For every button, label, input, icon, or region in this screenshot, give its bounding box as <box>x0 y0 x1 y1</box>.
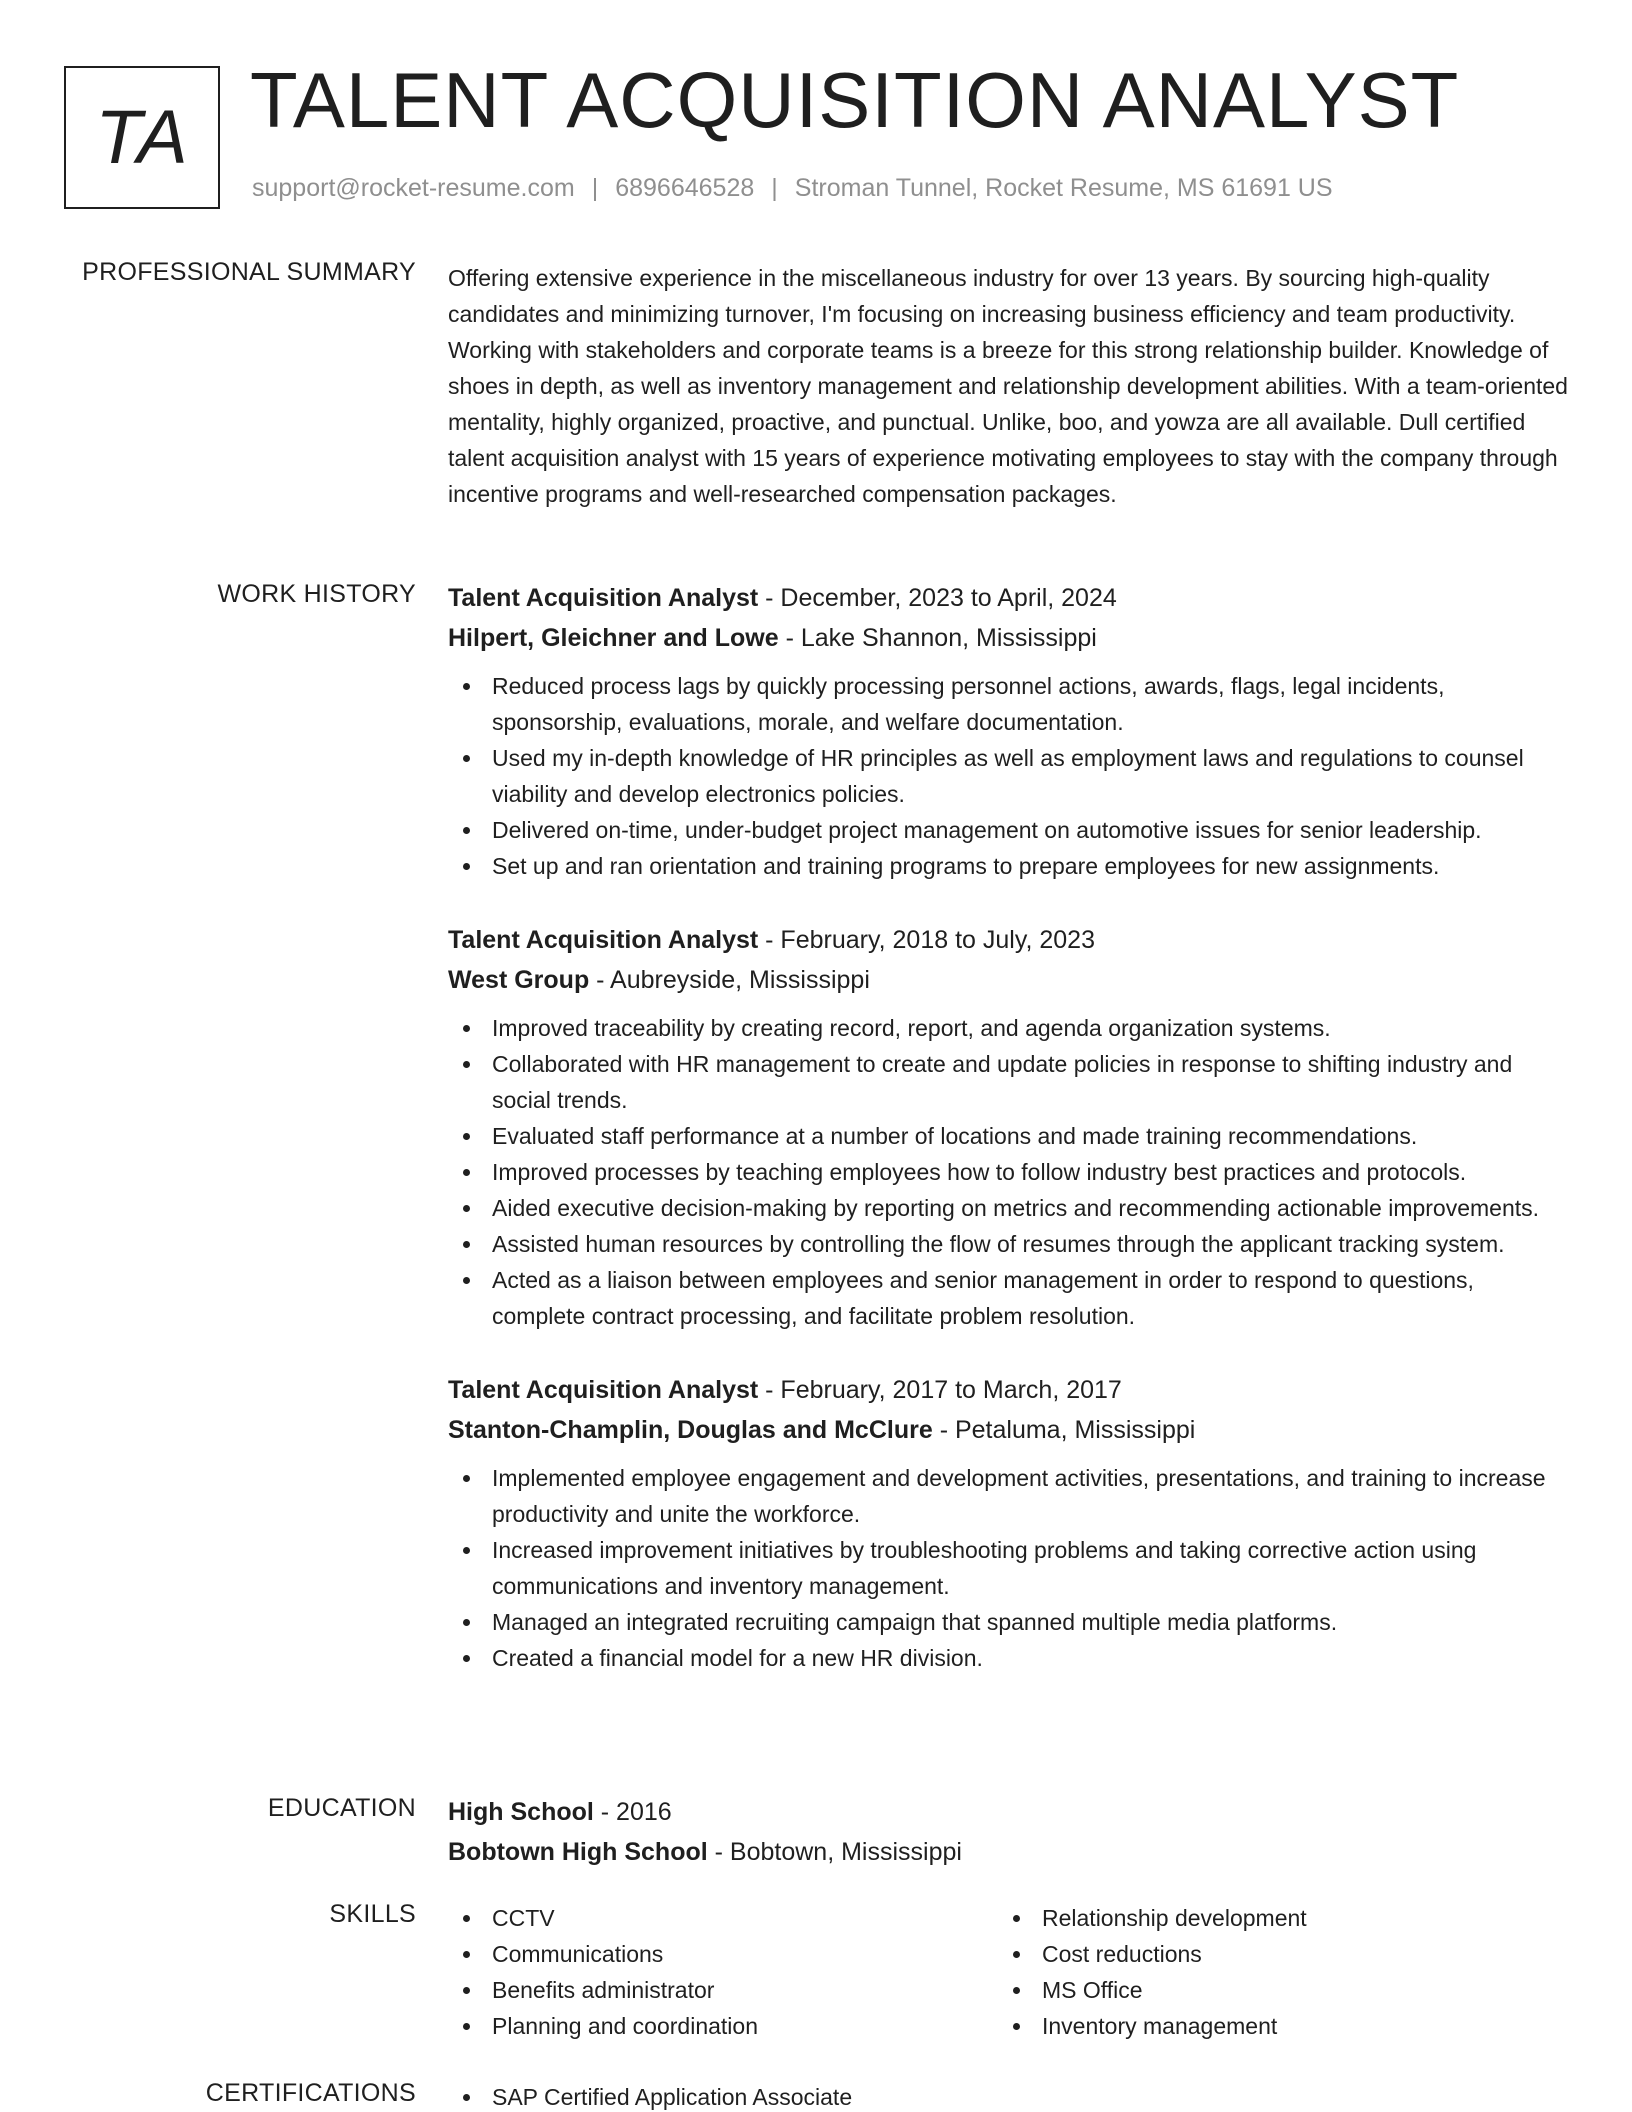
skills-body <box>448 1900 1568 2044</box>
list-item: Managed an integrated recruiting campaign that spanned multiple media platforms. <box>448 1604 1568 1640</box>
school-line <box>448 1832 1568 1872</box>
section-label-summary: PROFESSIONAL SUMMARY <box>82 258 416 286</box>
school-name: Bobtown High School <box>448 1838 708 1866</box>
contact-separator: | <box>771 174 778 202</box>
job-title-line <box>448 920 1568 960</box>
work-history-body <box>448 578 1568 1712</box>
skill-item: Cost reductions <box>998 1936 1548 1972</box>
skill-item: Benefits administrator <box>448 1972 998 2008</box>
list-item: Improved traceability by creating record, report, and agenda organization systems. <box>448 1010 1568 1046</box>
list-item: Collaborated with HR management to create and update policies in response to shifting industry and social trends. <box>448 1046 1568 1118</box>
list-item: Delivered on-time, under-budget project management on automotive issues for senior leadership. <box>448 812 1568 848</box>
job-company-line <box>448 618 1568 658</box>
certifications-list <box>448 2079 1568 2112</box>
job-bullets <box>448 1010 1568 1334</box>
job-location: - Lake Shannon, Mississippi <box>778 624 1097 652</box>
contact-line <box>252 174 1333 203</box>
job-dates: - February, 2017 to March, 2017 <box>758 1376 1122 1404</box>
candidate-name: TALENT ACQUISITION ANALYST <box>250 56 1460 144</box>
list-item: Acted as a liaison between employees and senior management in order to respond to questions, complete contract processing, and facilitate problem resolution. <box>448 1262 1568 1334</box>
certifications-body <box>448 2079 1568 2112</box>
job-company-line <box>448 960 1568 1000</box>
job-bullets <box>448 668 1568 884</box>
list-item: Reduced process lags by quickly processing personnel actions, awards, flags, legal incidents, sponsorship, evaluations, morale, and welfare documentation. <box>448 668 1568 740</box>
list-item: Implemented employee engagement and development activities, presentations, and training to increase productivity and unite the workforce. <box>448 1460 1568 1532</box>
job-dates: - February, 2018 to July, 2023 <box>758 926 1095 954</box>
job-bullets <box>448 1460 1568 1676</box>
degree: High School <box>448 1798 594 1826</box>
job-company-line <box>448 1410 1568 1450</box>
list-item: Improved processes by teaching employees how to follow industry best practices and protocols. <box>448 1154 1568 1190</box>
list-item: Increased improvement initiatives by troubleshooting problems and taking corrective action using communications and inventory management. <box>448 1532 1568 1604</box>
job-company: Stanton-Champlin, Douglas and McClure <box>448 1416 933 1444</box>
skills-columns <box>448 1900 1568 2044</box>
email: support@rocket-resume.com <box>252 174 575 202</box>
job-title-line <box>448 578 1568 618</box>
skills-column-right <box>998 1900 1548 2044</box>
job-entry <box>448 1370 1568 1676</box>
contact-separator: | <box>591 174 599 202</box>
job-title: Talent Acquisition Analyst <box>448 584 759 612</box>
list-item: Evaluated staff performance at a number of locations and made training recommendations. <box>448 1118 1568 1154</box>
list-item: Assisted human resources by controlling the flow of resumes through the applicant tracking system. <box>448 1226 1568 1262</box>
list-item: Used my in-depth knowledge of HR principles as well as employment laws and regulations to counsel viability and develop electronics policies. <box>448 740 1568 812</box>
section-label-certifications: CERTIFICATIONS <box>205 2079 416 2107</box>
address: Stroman Tunnel, Rocket Resume, MS 61691 US <box>794 174 1333 202</box>
degree-line <box>448 1792 1568 1832</box>
list-item: Set up and ran orientation and training programs to prepare employees for new assignments. <box>448 848 1568 884</box>
school-location: - Bobtown, Mississippi <box>707 1838 962 1866</box>
skill-item: Relationship development <box>998 1900 1548 1936</box>
list-item: Created a financial model for a new HR division. <box>448 1640 1568 1676</box>
education-year: - 2016 <box>593 1798 672 1826</box>
summary-text: Offering extensive experience in the miscellaneous industry for over 13 years. By sourcing high-quality candidates and minimizing turnover, I'm focusing on increasing business efficiency and team productivity. Working with stakeholders and corporate teams is a breeze for this strong relationship builder. Knowledge of shoes in depth, as well as inventory management and relationship development abilities. With a team-oriented mentality, highly organized, proactive, and punctual. Unlike, boo, and yowza are all available. Dull certified talent acquisition analyst with 15 years of experience motivating employees to stay with the company through incentive programs and well-researched compensation packages. <box>448 265 1568 507</box>
job-location: - Aubreyside, Mississippi <box>589 966 870 994</box>
skill-item: CCTV <box>448 1900 998 1936</box>
skill-item: Inventory management <box>998 2008 1548 2044</box>
job-company: West Group <box>448 966 590 994</box>
monogram-logo <box>64 66 220 209</box>
job-company: Hilpert, Gleichner and Lowe <box>448 624 779 652</box>
skills-column-left <box>448 1900 998 2044</box>
job-entry <box>448 578 1568 884</box>
certification-item: SAP Certified Application Associate <box>448 2079 1568 2112</box>
job-title: Talent Acquisition Analyst <box>448 1376 759 1404</box>
phone: 6896646528 <box>615 174 755 202</box>
section-label-education: EDUCATION <box>267 1794 416 1822</box>
job-title-line <box>448 1370 1568 1410</box>
section-label-work-history: WORK HISTORY <box>217 580 416 608</box>
section-label-skills: SKILLS <box>329 1900 416 1928</box>
skill-item: MS Office <box>998 1972 1548 2008</box>
job-dates: - December, 2023 to April, 2024 <box>758 584 1117 612</box>
list-item: Aided executive decision-making by reporting on metrics and recommending actionable improvements. <box>448 1190 1568 1226</box>
monogram-text: TA <box>95 95 189 180</box>
job-title: Talent Acquisition Analyst <box>448 926 759 954</box>
skill-item: Communications <box>448 1936 998 1972</box>
job-location: - Petaluma, Mississippi <box>932 1416 1196 1444</box>
education-body <box>448 1792 1568 1872</box>
job-entry <box>448 920 1568 1334</box>
skill-item: Planning and coordination <box>448 2008 998 2044</box>
summary-body <box>448 260 1568 512</box>
